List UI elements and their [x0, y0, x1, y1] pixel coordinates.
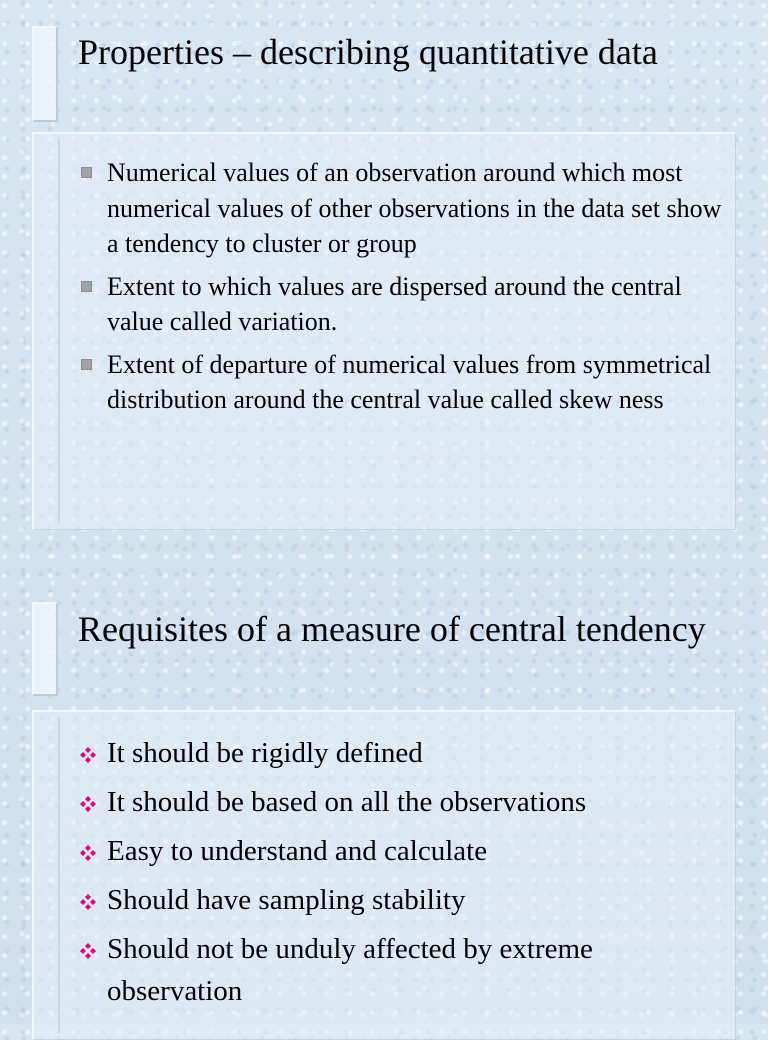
- list-item: [78, 928, 728, 1012]
- bullet-text: Easy to understand and calculate: [107, 835, 488, 867]
- content-box-edge: [38, 140, 60, 523]
- square-bullet-icon: [81, 281, 92, 292]
- slide-title: Requisites of a measure of central tendency: [78, 609, 706, 649]
- four-diamond-bullet-icon: [79, 844, 97, 862]
- title-accent-bar: [32, 602, 58, 696]
- list-item: [78, 347, 728, 418]
- bullet-text: Should not be unduly affected by extreme observation: [107, 933, 593, 1007]
- bullet-text: Extent of departure of numerical values from symmetrical distribution around the central value called skew ness: [107, 349, 712, 414]
- list-item: [78, 781, 728, 823]
- title-accent-bar: [32, 26, 58, 122]
- list-item: [78, 879, 728, 921]
- list-item: [78, 830, 728, 872]
- bullet-list: [78, 732, 728, 1019]
- slide-requisites: [0, 580, 768, 1024]
- bullet-text: Numerical values of an observation around which most numerical values of other observations in the data set show a tendency to cluster or group: [107, 158, 722, 258]
- list-item: [78, 155, 728, 262]
- bullet-list: [78, 155, 728, 425]
- bullet-text: Should have sampling stability: [107, 884, 466, 916]
- four-diamond-bullet-icon: [79, 746, 97, 764]
- four-diamond-bullet-icon: [79, 795, 97, 813]
- bullet-text: Extent to which values are dispersed around the central value called variation.: [107, 271, 682, 336]
- content-box-edge: [38, 718, 60, 1033]
- bullet-text: It should be rigidly defined: [107, 737, 423, 769]
- slide-title: Properties – describing quantitative data: [78, 32, 658, 72]
- square-bullet-icon: [81, 359, 92, 370]
- list-item: [78, 269, 728, 340]
- four-diamond-bullet-icon: [79, 942, 97, 960]
- square-bullet-icon: [81, 167, 92, 178]
- bullet-text: It should be based on all the observations: [107, 786, 587, 818]
- list-item: [78, 732, 728, 774]
- four-diamond-bullet-icon: [79, 893, 97, 911]
